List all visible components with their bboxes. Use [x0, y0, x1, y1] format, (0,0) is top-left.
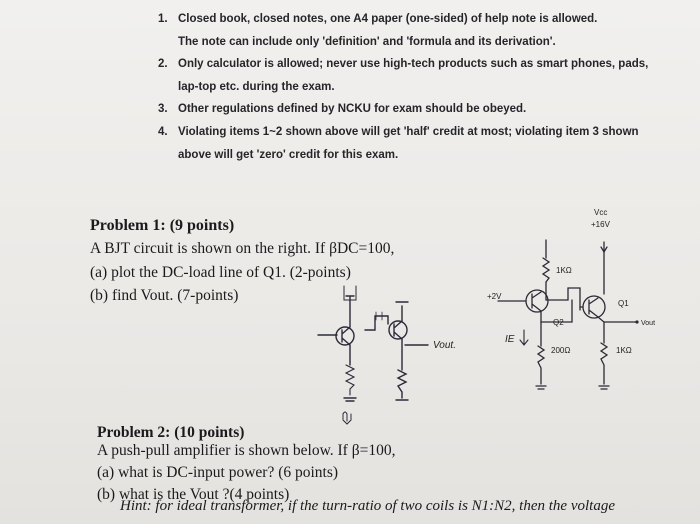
rule-text-line: above will get 'zero' credit for this exam. — [178, 148, 399, 161]
vout-label: Vout — [641, 320, 656, 327]
problem1-part-a: (a) plot the DC-load line of Q1. (2-points) — [90, 264, 351, 281]
output-node-dot — [635, 320, 638, 323]
rule-text-line: Other regulations defined by NCKU for exam should be obeyed. — [178, 103, 527, 116]
rule-number: 4. — [158, 125, 168, 138]
rule-text-line: Only calculator is allowed; never use high-tech products such as smart phones, pads, — [178, 58, 649, 71]
problem1-statement: A BJT circuit is shown on the right. If βDC=100, — [90, 240, 395, 257]
emitter-current-label: IE — [505, 334, 515, 345]
handwritten-sketch — [318, 286, 428, 424]
q2-emitter-resistor-label: 200Ω — [551, 346, 571, 355]
q1-emitter-resistor-label: 1KΩ — [616, 346, 632, 355]
problem1-title: Problem 1: (9 points) — [90, 217, 235, 234]
problem1-part-b: (b) find Vout. (7-points) — [90, 287, 239, 304]
problem2-part-a: (a) what is DC-input power? (6 points) — [97, 464, 339, 481]
base-voltage-label: +2V — [487, 292, 502, 301]
sketch-vout-label: Vout. — [433, 340, 456, 351]
rule-text-line: Violating items 1~2 shown above will get 'half' credit at most; violating item 3 shown — [178, 125, 639, 138]
q1-label: Q1 — [618, 299, 629, 308]
rule-number: 1. — [158, 13, 168, 25]
vcc-label: Vcc — [594, 208, 608, 217]
problem2-statement: A push-pull amplifier is shown below. If β=100, — [97, 442, 396, 459]
problem2-title: Problem 2: (10 points) — [97, 424, 245, 441]
rule-text-line: The note can include only 'definition' and 'formula and its derivation'. — [178, 35, 556, 48]
q2-label: Q2 — [553, 318, 564, 327]
rule-number: 2. — [158, 58, 168, 71]
problem2-part-b: (b) what is the Vout ?(4 points) — [97, 486, 290, 503]
collector-resistor-label: 1KΩ — [556, 266, 572, 275]
rule-text-line: lap-top etc. during the exam. — [178, 80, 335, 93]
rule-text-line: Closed book, closed notes, one A4 paper (one-sided) of help note is allowed. — [178, 13, 598, 25]
rule-number: 3. — [158, 103, 168, 116]
problem2-hint: Hint: for ideal transformer, if the turn-ratio of two coils is N1:N2, then the voltage — [120, 498, 615, 514]
vcc-value-label: +16V — [591, 220, 610, 229]
bjt-circuit-schematic — [498, 240, 636, 389]
